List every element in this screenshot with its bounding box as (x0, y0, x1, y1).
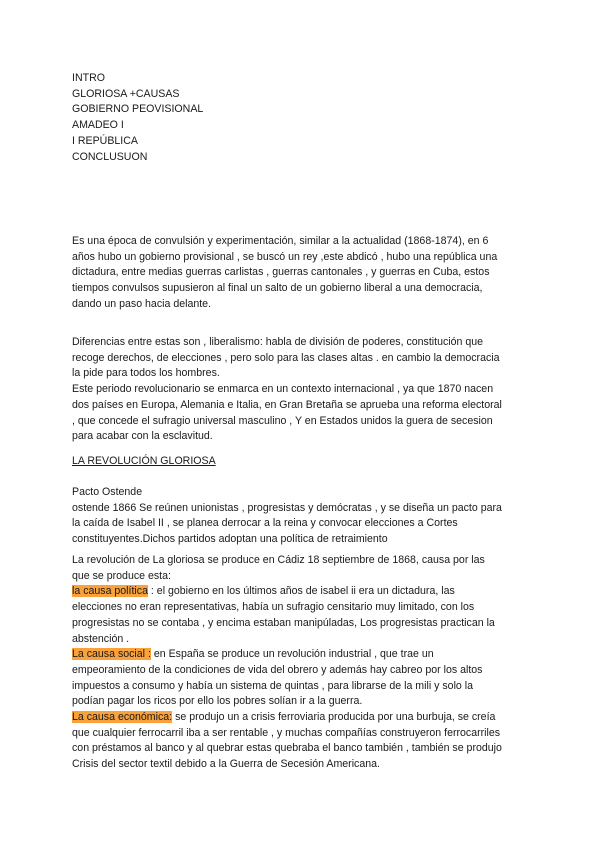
toc-item: GOBIERNO PEOVISIONAL (72, 103, 204, 116)
intro-paragraph (72, 234, 542, 313)
text-line: que cualquier ferrocarril iba a ser rentable , y muchas compañías construyeron ferrocarriles (72, 726, 501, 739)
text-line: años hubo un gobierno provisional , se buscó un rey ,este abdicó , hubo una república una (72, 250, 498, 263)
causa-economica-label: La causa económica: (72, 711, 173, 724)
section-heading (72, 454, 542, 470)
text-line: elecciones no eran representativas, había un sufragio censitario muy limitado, con los (72, 601, 475, 614)
text-line: La revolución de La gloriosa se produce en Cádiz 18 septiembre de 1868, causa por las (72, 554, 485, 566)
text-line: Este periodo revolucionario se enmarca en un contexto internacional , ya que 1870 nacen (72, 383, 494, 396)
text-line: Es una época de convulsión y experimentación, similar a la actualidad (1868-1874), en 6 (72, 235, 489, 247)
table-of-contents (72, 71, 542, 165)
text-line: Diferencias entre estas son , liberalismo: habla de división de poderes, constitución que (72, 336, 484, 348)
causa-economica-line (72, 710, 542, 726)
toc-item: AMADEO I (72, 119, 124, 132)
text-run: se produjo un a crisis ferroviaria producida por una burbuja, se creía (172, 711, 496, 724)
text-line: ostende 1866 Se reúnen unionistas , progresistas y demócratas , y se diseña un pacto para (72, 501, 502, 514)
toc-item: CONCLUSUON (72, 150, 148, 163)
section-heading-text: LA REVOLUCIÓN GLORIOSA (72, 455, 216, 467)
toc-item: INTRO (72, 72, 105, 84)
text-line: , que concede el sufragio universal masculino , Y en Estados unidos la guera de secesion (72, 414, 493, 427)
text-line: progresistas no se contaba , y encima estaban manipúladas, Los progresistas practican la (72, 616, 495, 629)
text-line: empeoramiento de la condiciones de vida del obrero y además hay cabreo por los altos (72, 663, 483, 676)
causa-social-label: La causa social : (72, 648, 151, 661)
text-line: la pide para todos los hombres. (72, 367, 220, 380)
causa-politica-label: la causa política (72, 585, 148, 598)
text-line: dando un paso hacia delante. (72, 297, 212, 310)
causa-social-line (72, 647, 542, 663)
text-line: constituyentes.Dichos partidos adoptan una política de retraimiento (72, 533, 388, 546)
pacto-ostende-paragraph (72, 485, 542, 548)
text-line: dictadura, entre medias guerras carlistas , guerras cantonales , y guerras en Cuba, estos (72, 266, 490, 279)
text-line: impuestos a consumo y había un sistema de quintas , para librarse de la mili y solo la (72, 679, 474, 692)
text-line: para acabar con la esclavitud. (72, 430, 213, 443)
toc-item: I REPÚBLICA (72, 134, 138, 147)
text-line: Pacto Ostende (72, 486, 143, 498)
text-line: la caída de Isabel II , se planea derrocar a la reina y convocar elecciones a Cortes (72, 517, 458, 530)
revolucion-paragraph (72, 553, 542, 773)
text-run: : el gobierno en los últimos años de isabel ii era un dictadura, las (147, 585, 455, 598)
text-run: en España se produce un revolución industrial , que trae un (150, 648, 434, 661)
causa-politica-line (72, 584, 542, 600)
text-line: tiempos convulsos supusieron al final un salto de un gobierno liberal a una democracia, (72, 282, 483, 295)
toc-item: GLORIOSA +CAUSAS (72, 87, 180, 100)
text-line: abstención . (72, 632, 130, 645)
text-line: podían pagar los ricos por ello los pobres solían ir a la guerra. (72, 695, 363, 708)
text-line: con préstamos al banco y al quebrar estas quebraba el banco también , también se produjo (72, 742, 502, 755)
differences-paragraph (72, 335, 542, 445)
text-line: que se produce esta: (72, 569, 171, 582)
text-line: dos países en Europa, Alemania e Italia, en Gran Bretaña se aprueba una reforma electoral (72, 398, 502, 411)
text-line: Crisis del sector textil debido a la Guerra de Secesión Americana. (72, 758, 380, 771)
text-line: recoge derechos, de elecciones , pero solo para las clases altas . en cambio la democracia (72, 351, 500, 364)
